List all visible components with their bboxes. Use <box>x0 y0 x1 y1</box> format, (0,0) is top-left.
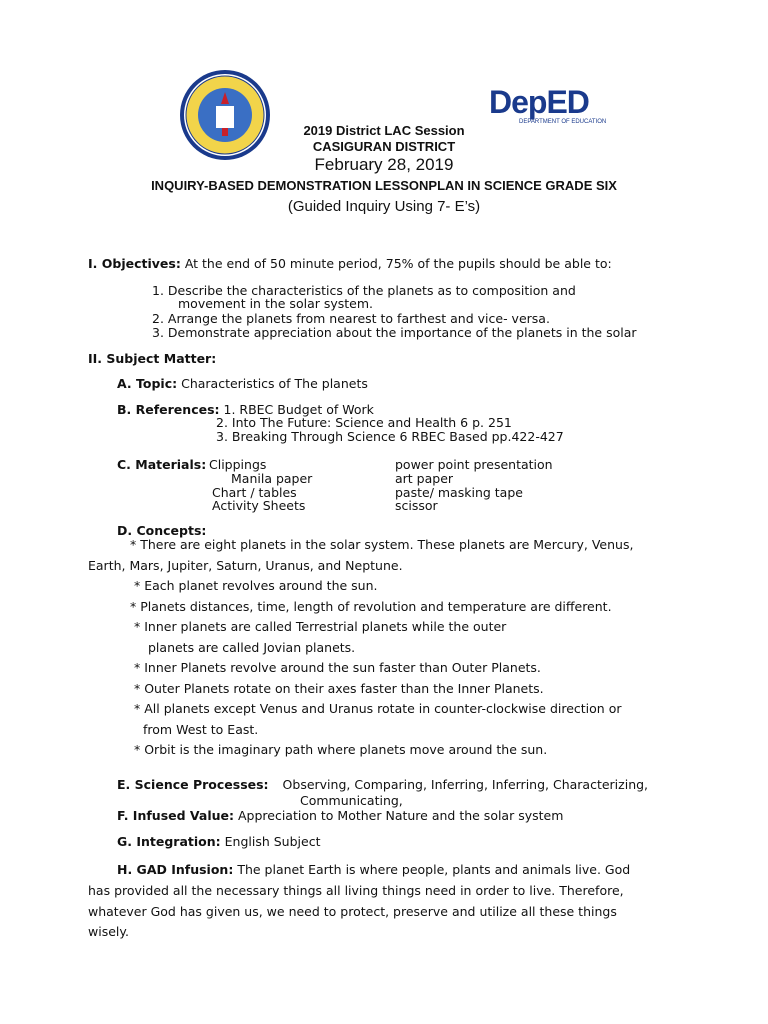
material-item: scissor <box>395 498 438 513</box>
topic-label: A. Topic: <box>117 376 178 391</box>
lesson-title: INQUIRY-BASED DEMONSTRATION LESSONPLAN IN SCIENCE GRADE SIX <box>151 178 617 193</box>
session-title: 2019 District LAC Session <box>303 123 465 138</box>
topic-line <box>117 375 368 392</box>
references-label: B. References: <box>117 402 220 417</box>
integration-value: English Subject <box>224 834 321 849</box>
topic-value: Characteristics of The planets <box>181 376 368 391</box>
processes-value: Observing, Comparing, Inferring, Inferring, Characterizing, <box>282 777 649 792</box>
district-title: CASIGURAN DISTRICT <box>312 139 456 154</box>
concepts-label: D. Concepts: <box>117 523 207 538</box>
concept-item: * Inner Planets revolve around the sun faster than Outer Planets. <box>134 660 541 675</box>
deped-subtext: DEPARTMENT OF EDUCATION <box>519 119 607 125</box>
materials-label: C. Materials: <box>117 457 207 472</box>
concept-item: from West to East. <box>143 722 259 737</box>
integration-label: G. Integration: <box>117 834 221 849</box>
concept-item: * Orbit is the imaginary path where planets move around the sun. <box>134 742 548 757</box>
material-item: Manila paper <box>231 471 313 486</box>
objectives-label: I. Objectives: <box>88 256 181 271</box>
concept-item: Earth, Mars, Jupiter, Saturn, Uranus, and Neptune. <box>88 558 403 573</box>
processes-label: E. Science Processes: <box>117 777 269 792</box>
gad-label: H. GAD Infusion: <box>117 862 234 877</box>
reference-item: 1. RBEC Budget of Work <box>223 402 374 417</box>
concept-item: * Outer Planets rotate on their axes faster than the Inner Planets. <box>134 681 544 696</box>
material-item: paste/ masking tape <box>395 485 523 500</box>
material-item: art paper <box>395 471 454 486</box>
gad-text: whatever God has given us, we need to protect, preserve and utilize all these things <box>88 904 617 919</box>
material-item: Activity Sheets <box>212 498 306 513</box>
concept-item: * Inner planets are called Terrestrial planets while the outer <box>134 619 507 634</box>
deped-wordmark-logo <box>489 85 609 127</box>
material-item: power point presentation <box>395 457 553 472</box>
concept-item: * Planets distances, time, length of revolution and temperature are different. <box>130 599 612 614</box>
objective-item: 1. Describe the characteristics of the planets as to composition and <box>152 283 576 298</box>
processes-continued: Communicating, <box>300 793 403 808</box>
gad-text: has provided all the necessary things all living things need in order to live. Therefore, <box>88 883 624 898</box>
objective-item: 3. Demonstrate appreciation about the importance of the planets in the solar <box>152 325 637 340</box>
gad-line <box>117 861 630 878</box>
material-item: Clippings <box>209 457 267 472</box>
subject-matter-label: II. Subject Matter: <box>88 351 217 366</box>
objective-item: movement in the solar system. <box>178 296 374 311</box>
objectives-intro: At the end of 50 minute period, 75% of the pupils should be able to: <box>184 256 612 271</box>
concept-item: * All planets except Venus and Uranus rotate in counter-clockwise direction or <box>134 701 622 716</box>
concept-item: planets are called Jovian planets. <box>148 640 356 655</box>
date-title: February 28, 2019 <box>314 155 454 174</box>
lesson-subtitle: (Guided Inquiry Using 7- E’s) <box>287 198 481 215</box>
value-text: Appreciation to Mother Nature and the solar system <box>237 808 564 823</box>
gad-text: The planet Earth is where people, plants and animals live. God <box>237 862 631 877</box>
objective-item: 2. Arrange the planets from nearest to farthest and vice- versa. <box>152 311 550 326</box>
infused-value-line <box>117 807 563 824</box>
concept-item: * There are eight planets in the solar system. These planets are Mercury, Venus, <box>130 537 634 552</box>
reference-item: 2. Into The Future: Science and Health 6 p. 251 <box>216 415 512 430</box>
gad-text: wisely. <box>88 924 129 939</box>
science-processes-line <box>117 776 648 793</box>
value-label: F. Infused Value: <box>117 808 234 823</box>
objectives-line <box>88 255 612 272</box>
concept-item: * Each planet revolves around the sun. <box>134 578 378 593</box>
material-item: Chart / tables <box>212 485 297 500</box>
reference-item: 3. Breaking Through Science 6 RBEC Based pp.422-427 <box>216 429 564 444</box>
integration-line <box>117 833 320 850</box>
deped-wordmark: DepED <box>489 84 589 120</box>
